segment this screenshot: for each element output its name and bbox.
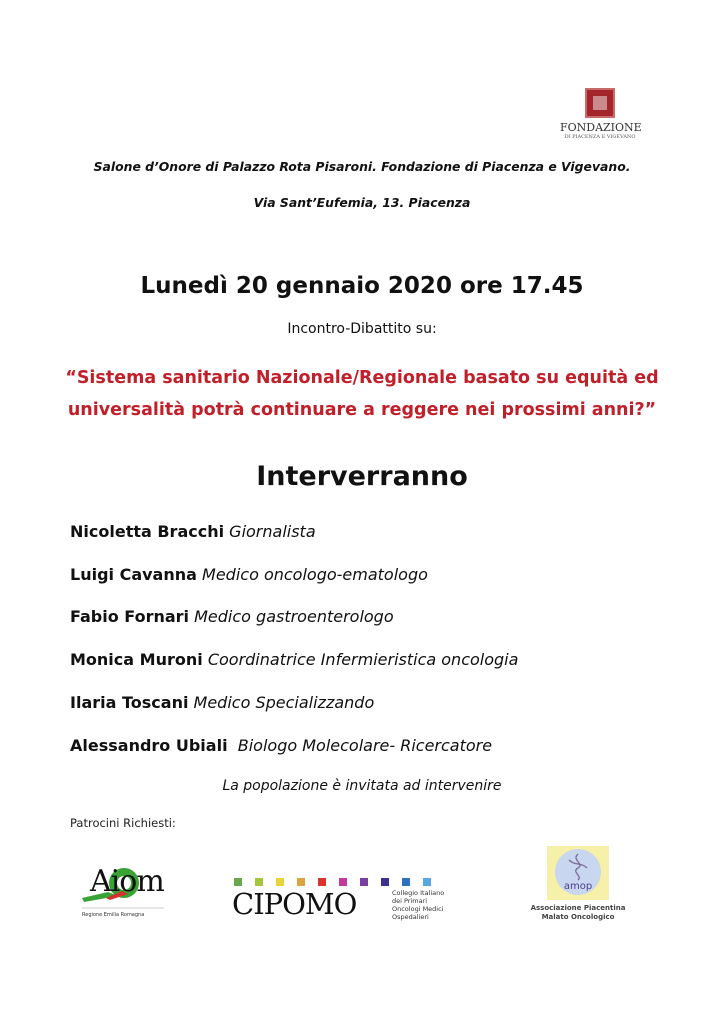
cipomo-square xyxy=(339,878,347,886)
speaker-name: Nicoletta Bracchi xyxy=(70,522,225,541)
cipomo-square xyxy=(297,878,305,886)
venue-line-2: Via Sant’Eufemia, 13. Piacenza xyxy=(253,195,471,210)
amop-emblem xyxy=(547,846,609,900)
speaker-row xyxy=(70,565,428,584)
cipomo-desc-line: Collegio Italiano xyxy=(392,889,445,897)
speaker-row xyxy=(70,736,492,755)
aiom-region: Regione Emilia Romagna xyxy=(82,912,145,918)
event-title-line-1: “Sistema sanitario Nazionale/Regionale basato su equità ed xyxy=(65,368,659,388)
cipomo-square xyxy=(276,878,284,886)
speaker-name: Alessandro Ubiali xyxy=(70,736,228,755)
amop-logo xyxy=(528,846,628,928)
fondazione-subtitle: DI PIACENZA E VIGEVANO xyxy=(564,134,636,140)
cipomo-desc-line: Ospedalieri xyxy=(392,913,429,921)
speaker-row xyxy=(70,607,394,626)
patronage-label: Patrocini Richiesti: xyxy=(70,816,176,830)
speaker-role: Medico gastroenterologo xyxy=(194,607,394,626)
speaker-name: Luigi Cavanna xyxy=(70,565,197,584)
fondazione-name: FONDAZIONE xyxy=(560,121,642,134)
speaker-name: Monica Muroni xyxy=(70,650,203,669)
speaker-role: Biologo Molecolare- Ricercatore xyxy=(232,736,493,755)
cipomo-square xyxy=(318,878,326,886)
cipomo-square xyxy=(423,878,431,886)
amop-name: amop xyxy=(563,881,593,892)
cipomo-description xyxy=(392,889,444,921)
cipomo-logo xyxy=(232,878,447,923)
amop-line-1: Associazione Piacentina xyxy=(530,904,626,912)
invite-text: La popolazione è invitata ad intervenire xyxy=(222,778,502,794)
cipomo-square xyxy=(381,878,389,886)
amop-line-2: Malato Oncologico xyxy=(541,913,615,921)
speaker-row xyxy=(70,693,374,712)
speaker-name: Ilaria Toscani xyxy=(70,693,189,712)
cipomo-desc-line: Oncologi Medici xyxy=(392,905,444,913)
speaker-role: Giornalista xyxy=(229,522,316,541)
amop-ribbon-icon xyxy=(563,852,593,882)
event-title xyxy=(0,362,724,426)
fondazione-logo xyxy=(560,88,640,140)
cipomo-square xyxy=(360,878,368,886)
event-title-line-2: universalità potrà continuare a reggere nei prossimi anni?” xyxy=(67,400,657,420)
venue-line-1: Salone d’Onore di Palazzo Rota Pisaroni. Fondazione di Piacenza e Vigevano. xyxy=(93,159,631,174)
speaker-role: Medico oncologo-ematologo xyxy=(202,565,428,584)
cipomo-name: CIPOMO xyxy=(232,887,357,921)
event-date: Lunedì 20 gennaio 2020 ore 17.45 xyxy=(140,273,584,299)
cipomo-square xyxy=(255,878,263,886)
speaker-row xyxy=(70,650,518,669)
aiom-logo xyxy=(78,858,168,923)
cipomo-square xyxy=(402,878,410,886)
speaker-row xyxy=(70,522,316,541)
speaker-name: Fabio Fornari xyxy=(70,607,190,626)
speaker-role: Medico Specializzando xyxy=(193,693,375,712)
speakers-heading: Interverranno xyxy=(256,461,468,492)
speaker-role: Coordinatrice Infermieristica oncologia xyxy=(207,650,519,669)
event-intro: Incontro-Dibattito su: xyxy=(287,321,437,337)
cipomo-square xyxy=(234,878,242,886)
fondazione-emblem-icon xyxy=(585,88,615,118)
aiom-name: Aiom xyxy=(90,864,164,899)
cipomo-desc-line: dei Primari xyxy=(392,897,428,905)
